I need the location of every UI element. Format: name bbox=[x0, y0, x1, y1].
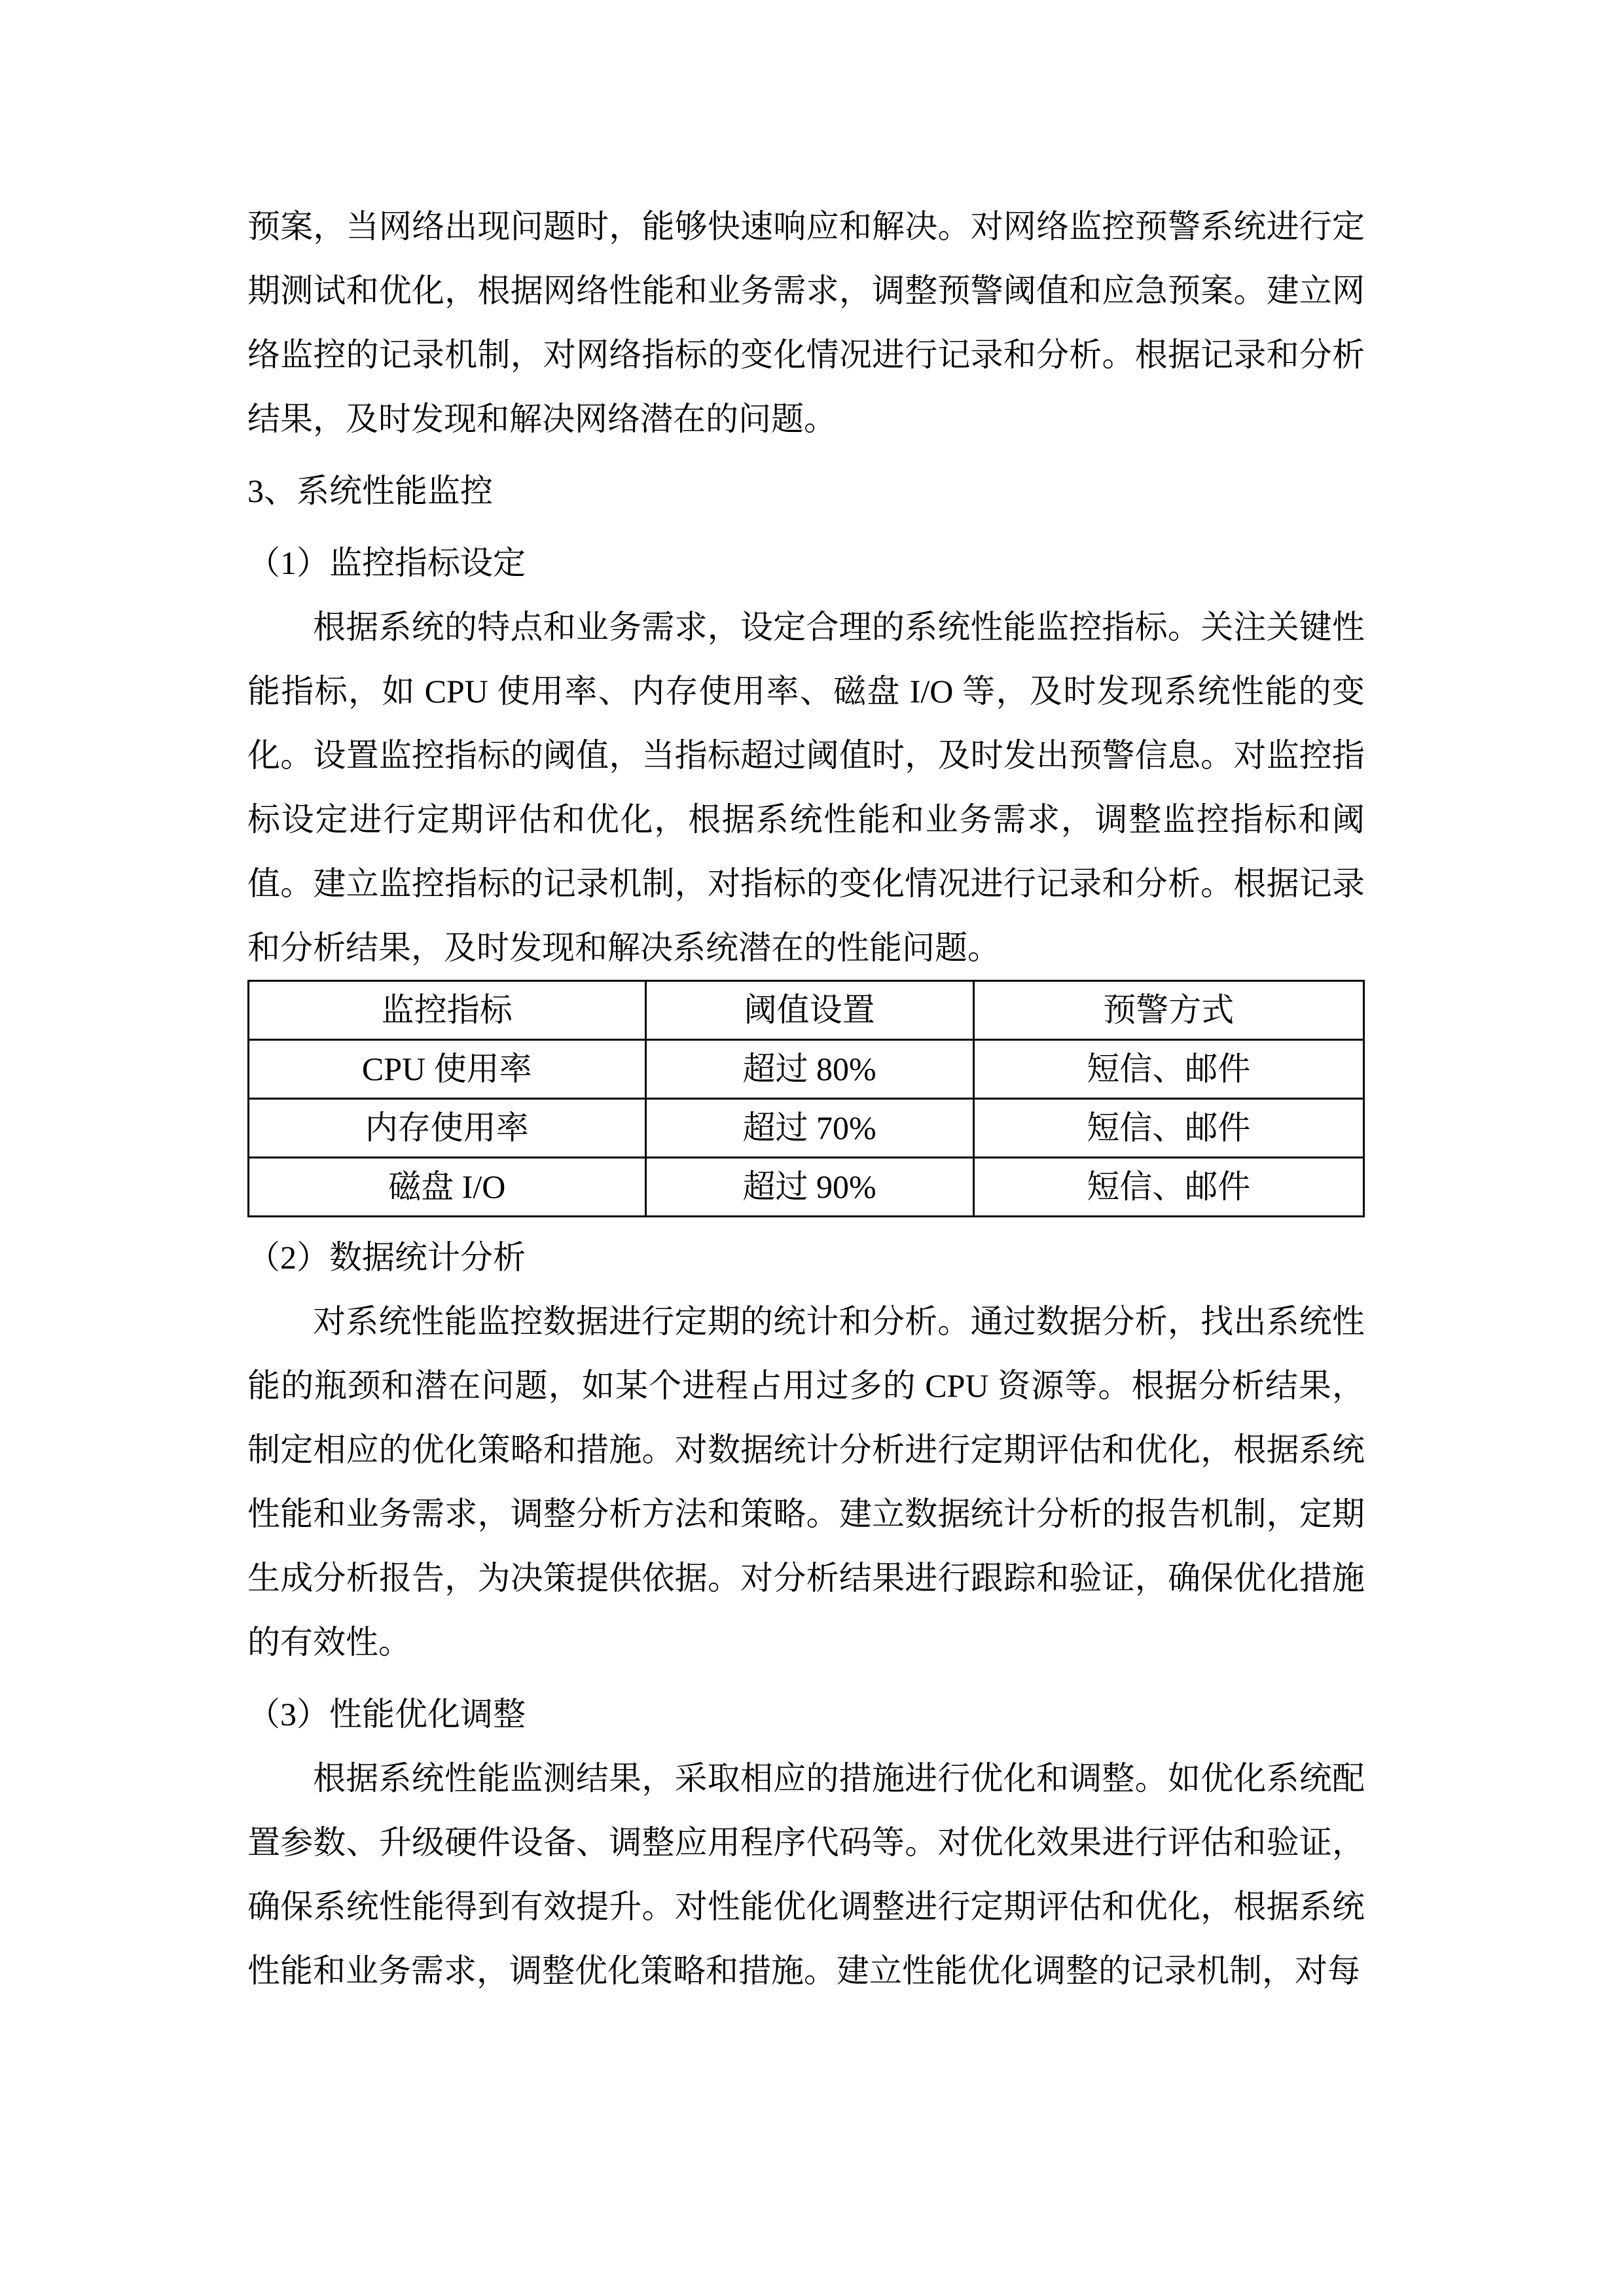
table-row-cpu bbox=[249, 1040, 1364, 1099]
subsection-heading-performance-optimization: （3）性能优化调整 bbox=[247, 1696, 526, 1732]
paragraph-network-monitoring-continuation: 预案，当网络出现问题时，能够快速响应和解决。对网络监控预警系统进行定期测试和优化，根据网络性能和业务需求，调整预警阈值和应急预案。建立网络监控的记录机制，对网络指标的变化情况进行记录和分析。根据记录和分析结果，及时发现和解决网络潜在的问题。 bbox=[247, 208, 1365, 437]
paragraph-performance-optimization: 根据系统性能监测结果，采取相应的措施进行优化和调整。如优化系统配置参数、升级硬件设备、调整应用程序代码等。对优化效果进行评估和验证，确保系统性能得到有效提升。对性能优化调整进行定期评估和优化，根据系统性能和业务需求，调整优化策略和措施。建立性能优化调整的记录机制，对每 bbox=[247, 1760, 1365, 1989]
table-cell-threshold: 超过 90% bbox=[645, 1158, 973, 1217]
subsection-heading-indicator-setting: （1）监控指标设定 bbox=[247, 545, 526, 581]
paragraph-data-statistics-analysis: 对系统性能监控数据进行定期的统计和分析。通过数据分析，找出系统性能的瓶颈和潜在问题，如某个进程占用过多的 CPU 资源等。根据分析结果，制定相应的优化策略和措施。对数据统计分析进行定期评估和优化，根据系统性能和业务需求，调整分析方法和策略。建立数据统计分析的报告机制，定期生成分析报告，为决策提供依据。对分析结果进行跟踪和验证，确保优化措施的有效性。 bbox=[247, 1303, 1365, 1660]
table-header-metric: 监控指标 bbox=[249, 981, 646, 1040]
table-cell-alert-method: 短信、邮件 bbox=[973, 1158, 1363, 1217]
section-heading-system-performance-monitoring: 3、系统性能监控 bbox=[247, 473, 493, 509]
table-header-alert-method: 预警方式 bbox=[973, 981, 1363, 1040]
table-cell-alert-method: 短信、邮件 bbox=[973, 1040, 1363, 1099]
table-cell-metric: 磁盘 I/O bbox=[249, 1158, 646, 1217]
table-header-threshold: 阈值设置 bbox=[645, 981, 973, 1040]
table-cell-threshold: 超过 70% bbox=[645, 1099, 973, 1158]
table-row-disk-io bbox=[249, 1158, 1364, 1217]
table-cell-threshold: 超过 80% bbox=[645, 1040, 973, 1099]
table-cell-metric: 内存使用率 bbox=[249, 1099, 646, 1158]
monitoring-threshold-table bbox=[247, 980, 1365, 1217]
table-row-memory bbox=[249, 1099, 1364, 1158]
subsection-heading-data-statistics-analysis: （2）数据统计分析 bbox=[247, 1239, 526, 1276]
table-cell-metric: CPU 使用率 bbox=[249, 1040, 646, 1099]
table-cell-alert-method: 短信、邮件 bbox=[973, 1099, 1363, 1158]
paragraph-indicator-setting: 根据系统的特点和业务需求，设定合理的系统性能监控指标。关注关键性能指标，如 CPU 使用率、内存使用率、磁盘 I/O 等，及时发现系统性能的变化。设置监控指标的阈值，当指标超过阈值时，及时发出预警信息。对监控指标设定进行定期评估和优化，根据系统性能和业务需求，调整监控指标和阈值。建立监控指标的记录机制，对指标的变化情况进行记录和分析。根据记录和分析结果，及时发现和解决系统潜在的性能问题。 bbox=[247, 609, 1365, 966]
table-header-row bbox=[249, 981, 1364, 1040]
